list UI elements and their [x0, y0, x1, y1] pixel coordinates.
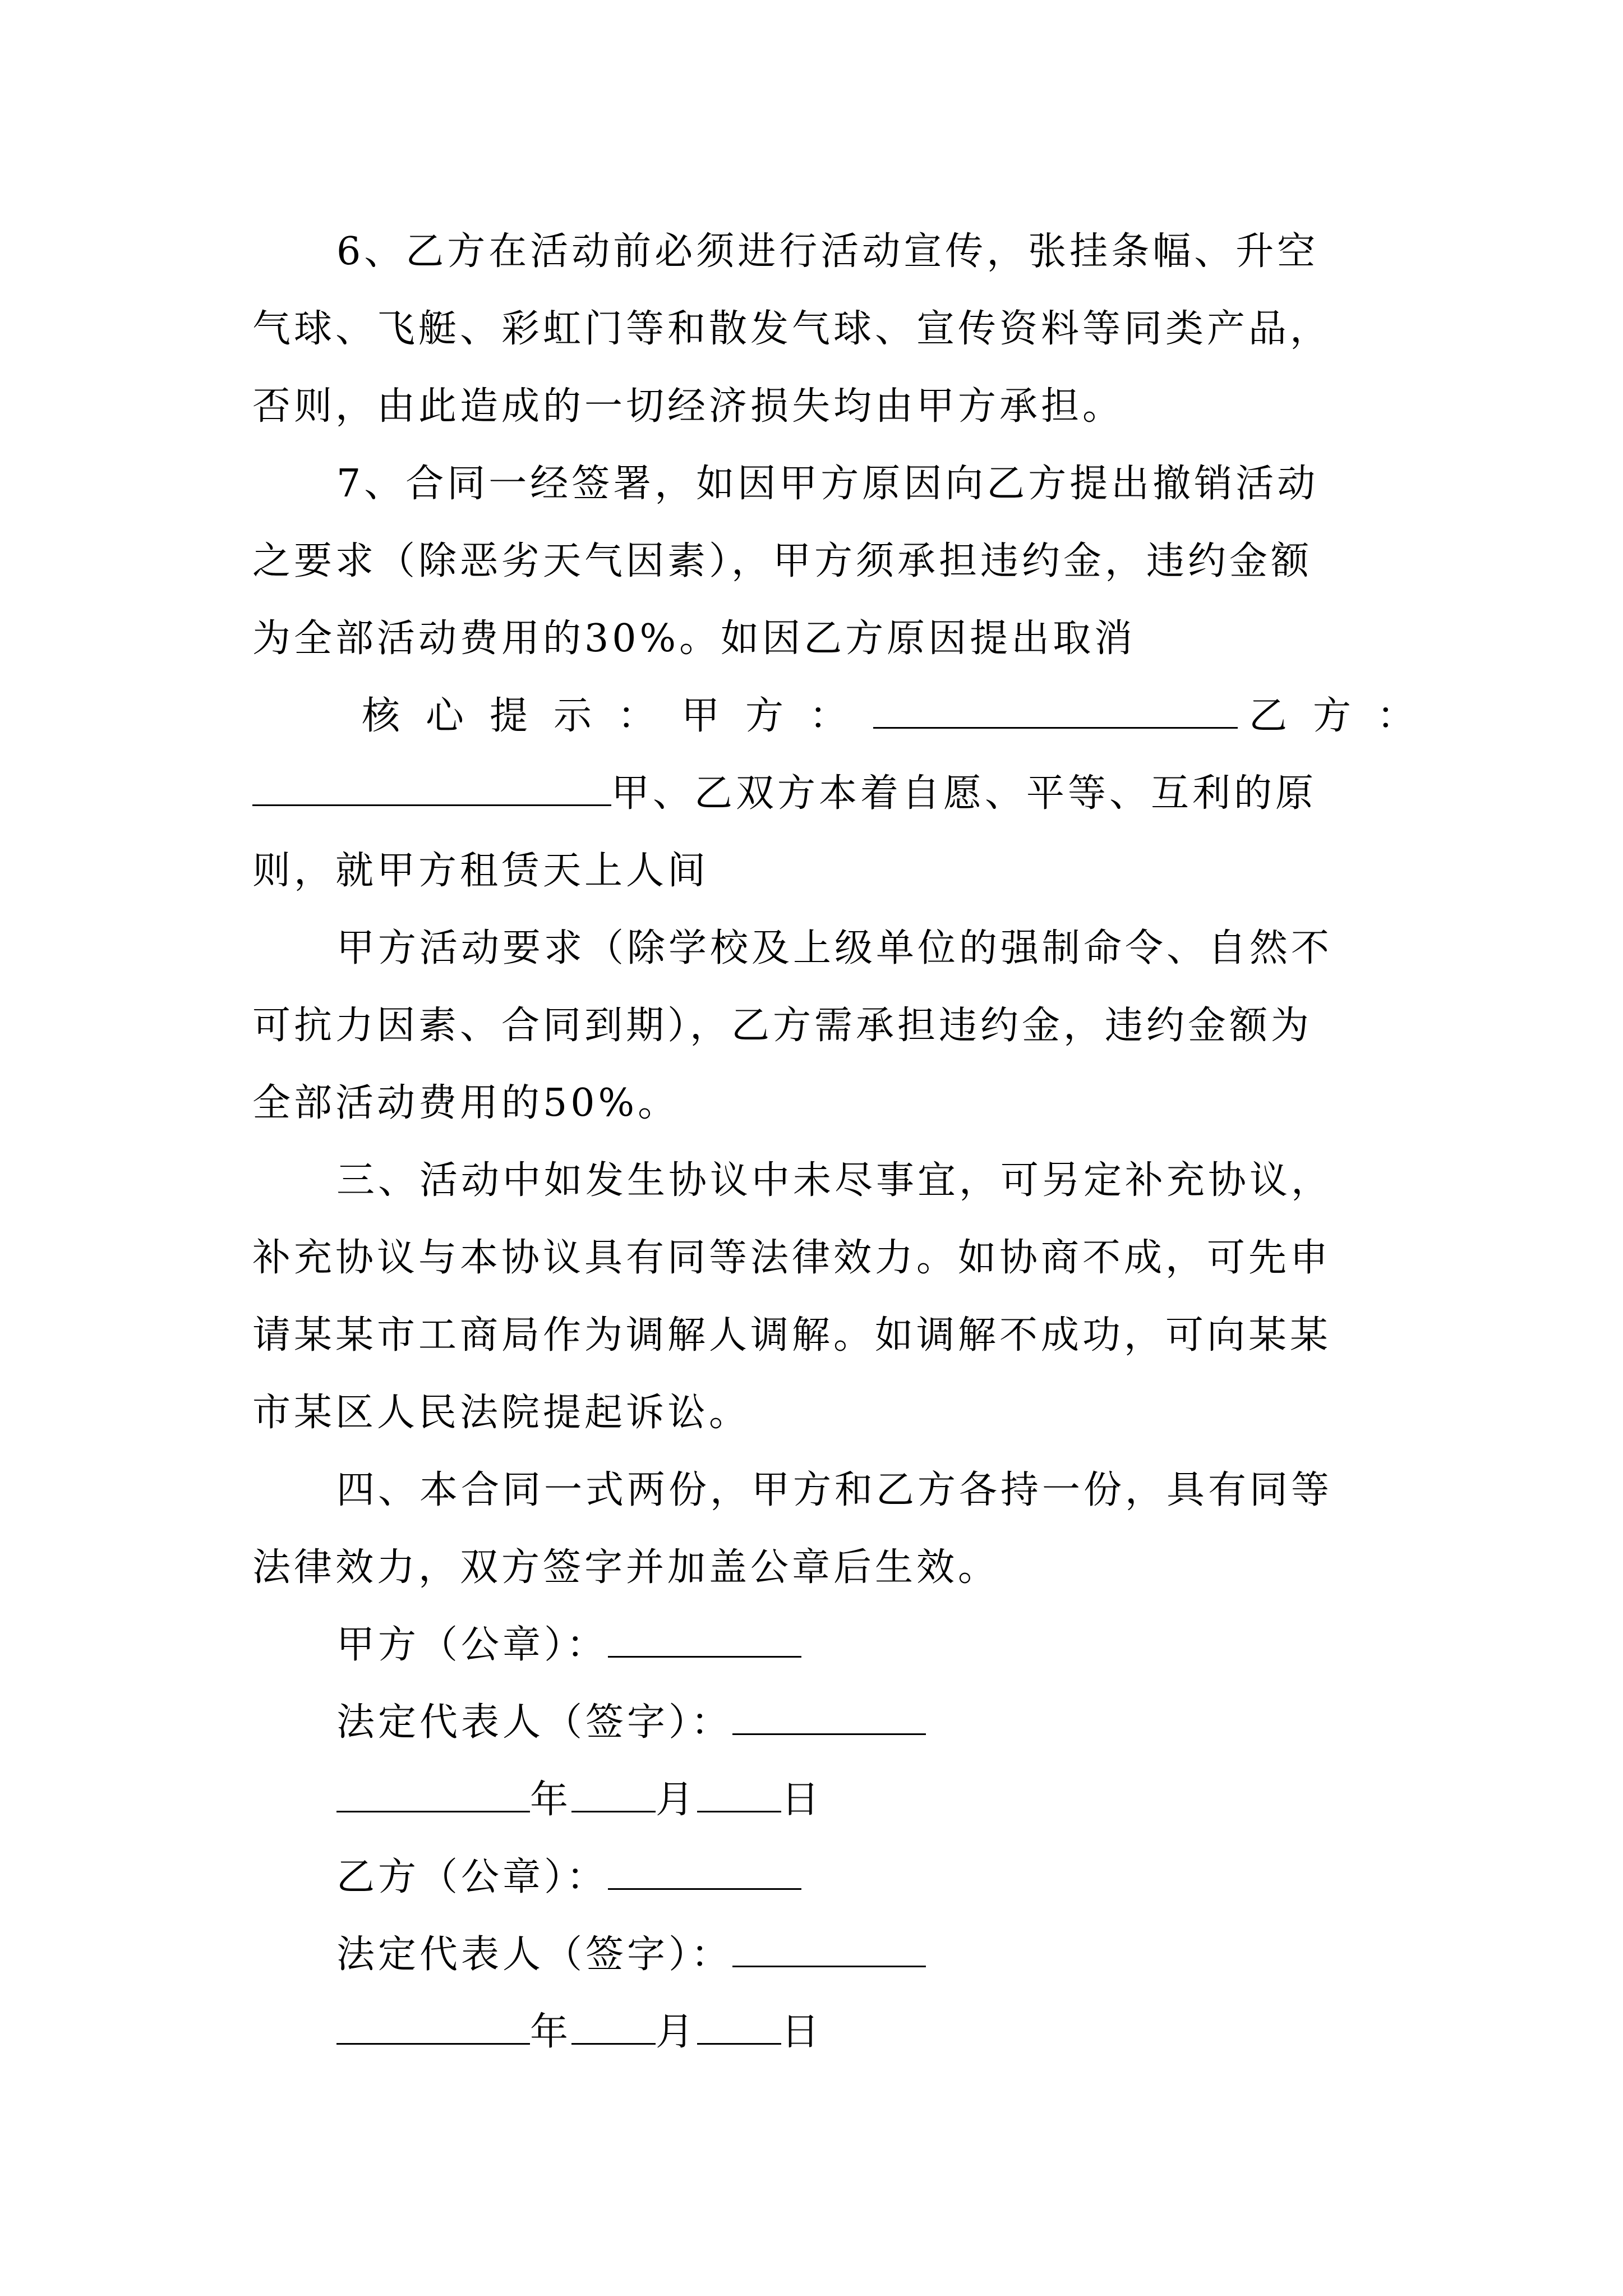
clause-3-line-3: 请某某市工商局作为调解人调解。如调解不成功，可向某某	[252, 1313, 1332, 1358]
clause-3-line-2: 补充协议与本协议具有同等法律效力。如协商不成，可先申	[252, 1236, 1332, 1280]
day-label: 日	[781, 2010, 823, 2054]
core-tip	[252, 678, 1441, 910]
core-tip-line-1	[252, 678, 1441, 755]
party-a-seal-label: 甲方（公章）：	[336, 1623, 608, 1667]
party-a-name-blank	[873, 693, 1238, 729]
party-b-day-blank	[697, 2009, 781, 2045]
year-label: 年	[530, 1778, 572, 1822]
party-a-request-line-2: 可抗力因素、合同到期），乙方需承担违约金，违约金额为	[252, 1004, 1313, 1048]
party-a-seal-line	[252, 1607, 1374, 1684]
party-a-seal-blank	[608, 1622, 801, 1658]
party-a-year-blank	[336, 1777, 530, 1812]
clause-4-line-1: 四、本合同一式两份，甲方和乙方各持一份，具有同等	[336, 1468, 1333, 1512]
document-body	[252, 213, 1441, 2071]
party-b-name-blank	[252, 771, 611, 806]
party-b-rep-line	[252, 1916, 1374, 1994]
party-b-seal-line	[252, 1839, 1374, 1916]
party-b-rep-blank	[732, 1932, 926, 1967]
core-tip-text: 甲、乙双方本着自愿、平等、互利的原	[611, 771, 1317, 816]
party-a-rep-label: 法定代表人（签字）：	[336, 1700, 733, 1745]
clause-6-line-2: 气球、飞艇、彩虹门等和散发气球、宣传资料等同类产品，	[252, 307, 1332, 351]
party-a-day-blank	[697, 1777, 781, 1812]
clause-3-line-1: 三、活动中如发生协议中未尽事宜，可另定补充协议，	[336, 1158, 1333, 1203]
party-a-date-line	[252, 1761, 1374, 1839]
party-b-seal-label: 乙方（公章）：	[336, 1855, 608, 1899]
party-a-rep-line	[252, 1684, 1374, 1761]
party-a-rep-blank	[732, 1700, 926, 1735]
clause-4-line-2: 法律效力，双方签字并加盖公章后生效。	[252, 1545, 1000, 1590]
clause-6-line-3: 否则，由此造成的一切经济损失均由甲方承担。	[252, 384, 1124, 429]
month-label: 月	[656, 1778, 698, 1822]
clause-7-line-1: 7、合同一经签署，如因甲方原因向乙方提出撤销活动	[336, 462, 1319, 506]
party-a-request-line-1: 甲方活动要求（除学校及上级单位的强制命令、自然不	[336, 926, 1333, 970]
party-a-request	[252, 910, 1374, 1142]
clause-3-line-4: 市某区人民法院提起诉讼。	[252, 1391, 751, 1435]
party-b-rep-label: 法定代表人（签字）：	[336, 1932, 733, 1977]
clause-4	[252, 1452, 1374, 1607]
party-b-month-blank	[571, 2009, 656, 2045]
party-b-seal-blank	[608, 1855, 801, 1890]
core-tip-label: 核心提示：甲方：	[362, 694, 874, 738]
core-tip-line-3: 则，就甲方租赁天上人间	[252, 849, 709, 893]
clause-3	[252, 1142, 1374, 1452]
core-tip-party-b-label: 乙方：	[1249, 694, 1441, 738]
clause-7-line-3: 为全部活动费用的30%。如因乙方原因提出取消	[252, 616, 1136, 661]
clause-7-line-2: 之要求（除恶劣天气因素），甲方须承担违约金，违约金额	[252, 539, 1313, 583]
party-a-request-line-3: 全部活动费用的50%。	[252, 1081, 680, 1125]
clause-6-line-1: 6、乙方在活动前必须进行活动宣传，张挂条幅、升空	[336, 229, 1319, 274]
month-label: 月	[656, 2010, 698, 2054]
clause-6	[252, 213, 1374, 445]
clause-7	[252, 445, 1374, 678]
party-b-year-blank	[336, 2009, 530, 2045]
day-label: 日	[781, 1778, 823, 1822]
party-a-month-blank	[571, 1777, 656, 1812]
year-label: 年	[530, 2010, 572, 2054]
party-b-date-line	[252, 1994, 1374, 2071]
core-tip-line-2	[252, 755, 1374, 832]
